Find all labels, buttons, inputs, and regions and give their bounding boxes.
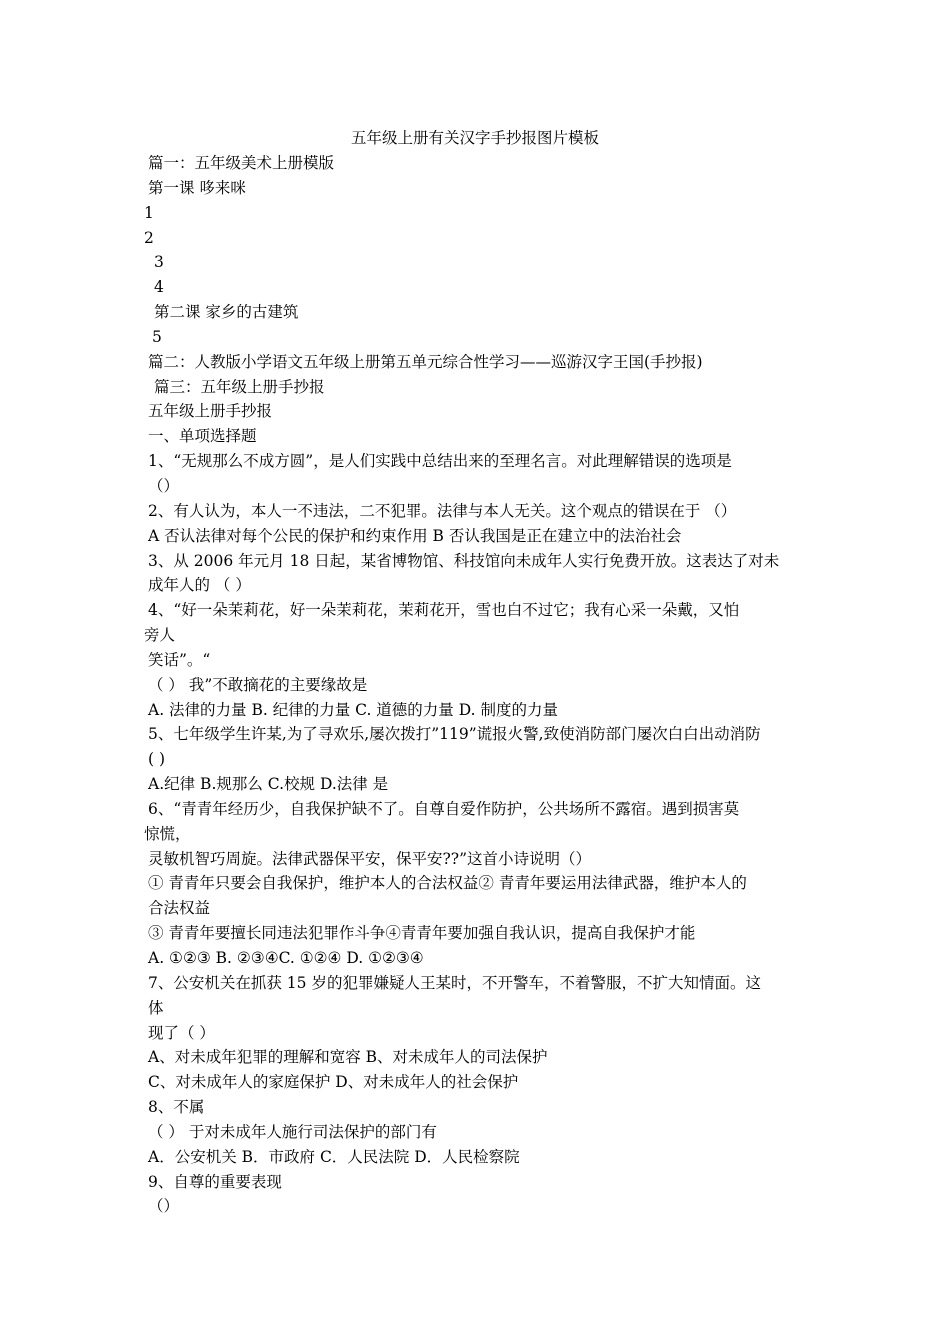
text-line: 篇二：人教版小学语文五年级上册第五单元综合性学习——巡游汉字王国(手抄报) <box>148 352 703 371</box>
document-body <box>144 151 810 1219</box>
text-line: 5、七年级学生许某,为了寻欢乐,屡次拨打”119”谎报火警,致使消防部门屡次白白出动消防 <box>148 725 761 744</box>
text-line: A. ①②③ B. ②③④C. ①②④ D. ①②③④ <box>148 949 424 967</box>
text-line: A．公安机关 B．市政府 C．人民法院 D．人民检察院 <box>148 1147 520 1166</box>
text-line: 一、单项选择题 <box>148 427 257 446</box>
text-line: 第一课 哆来咪 <box>148 178 246 197</box>
text-line: 灵敏机智巧周旋。法律武器保平安，保平安??”这首小诗说明（） <box>148 849 592 868</box>
text-line: A、对未成年犯罪的理解和宽容 B、对未成年人的司法保护 <box>148 1048 548 1067</box>
text-line: 篇三：五年级上册手抄报 <box>154 377 325 396</box>
text-line: C、对未成年人的家庭保护 D、对未成年人的社会保护 <box>148 1073 519 1092</box>
text-line: 4、“好一朵茉莉花，好一朵茉莉花，茉莉花开，雪也白不过它；我有心采一朵戴，又怕 <box>148 601 740 620</box>
text-line: （） <box>148 476 180 495</box>
text-line: （ ） 于对未成年人施行司法保护的部门有 <box>148 1122 437 1141</box>
text-line: 篇一：五年级美术上册模版 <box>148 154 335 172</box>
text-line: 1、“无规那么不成方圆”，是人们实践中总结出来的至理名言。对此理解错误的选项是 <box>148 452 732 471</box>
text-line: 8、不属 <box>148 1098 205 1117</box>
text-line: 2、有人认为，本人一不违法，二不犯罪。法律与本人无关。这个观点的错误在于 （） <box>148 501 737 520</box>
text-line: ( ) <box>148 750 166 769</box>
text-line: A. 法律的力量 B. 纪律的力量 C. 道德的力量 D. 制度的力量 <box>148 700 558 719</box>
text-line: （ ） 我”不敢摘花的主要缘故是 <box>148 675 368 694</box>
text-line: A.纪律 B.规那么 C.校规 D.法律 是 <box>148 775 389 794</box>
text-line: 4 <box>154 278 164 297</box>
text-line: 5 <box>152 327 162 346</box>
text-line: 1 <box>144 203 154 222</box>
text-line: 3 <box>154 253 164 272</box>
text-line: 惊慌， <box>144 824 191 843</box>
text-line: 现了（ ） <box>148 1023 215 1042</box>
text-line: 3、从 2006 年元月 18 日起，某省博物馆、科技馆向未成年人实行免费开放。这表达了对未 <box>148 551 780 570</box>
text-line: 合法权益 <box>148 899 211 918</box>
text-line: 7、公安机关在抓获 15 岁的犯罪嫌疑人王某时，不开警车，不着警服，不扩大知情面。这 <box>148 973 761 992</box>
text-line: 旁人 <box>144 626 176 645</box>
text-line: A 否认法律对每个公民的保护和约束作用 B 否认我国是正在建立中的法治社会 <box>148 526 682 545</box>
text-line: 9、自尊的重要表现 <box>148 1172 282 1191</box>
text-line: 6、“青青年经历少，自我保护缺不了。自尊自爱作防护，公共场所不露宿。遇到损害莫 <box>148 799 740 818</box>
text-line: （） <box>148 1197 180 1216</box>
text-line: ① 青青年只要会自我保护，维护本人的合法权益② 青青年要运用法律武器，维护本人的 <box>148 874 747 893</box>
text-line: 第二课 家乡的古建筑 <box>154 303 299 322</box>
document-title: 五年级上册有关汉字手抄报图片模板 <box>350 129 599 147</box>
text-line: 体 <box>148 998 164 1017</box>
text-line: ③ 青青年要擅长同违法犯罪作斗争④青青年要加强自我认识，提高自我保护才能 <box>148 924 696 943</box>
text-line: 五年级上册手抄报 <box>148 402 273 421</box>
text-line: 2 <box>144 228 154 247</box>
text-line: 笑话”。“ <box>148 650 211 669</box>
text-line: 成年人的 （ ） <box>148 576 251 595</box>
